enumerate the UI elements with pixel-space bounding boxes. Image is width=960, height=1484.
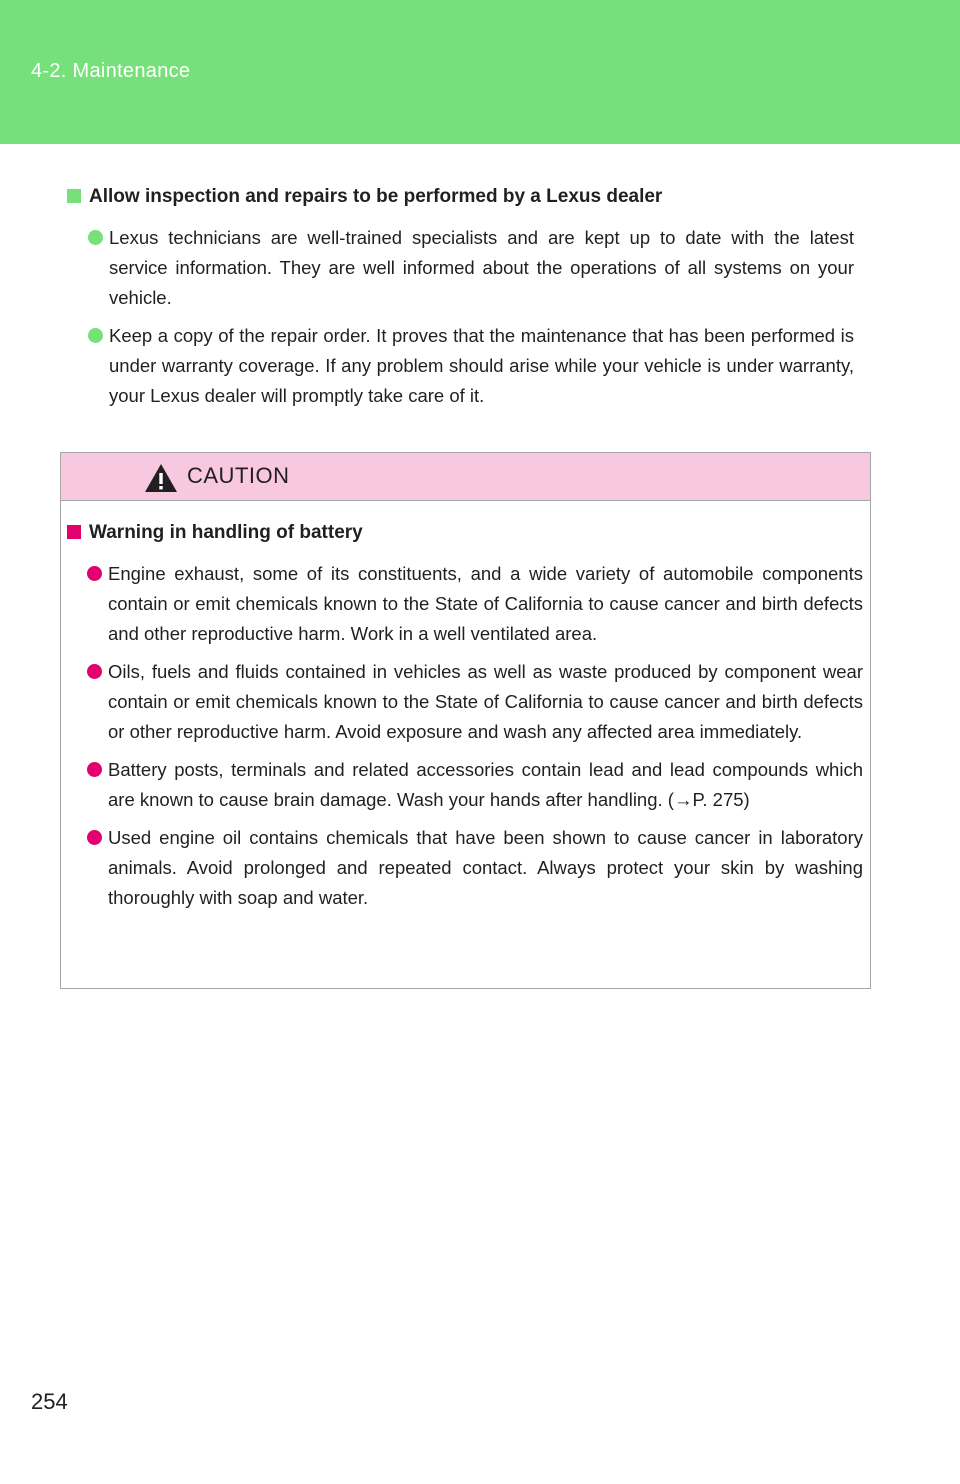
list-item: [87, 823, 863, 913]
intro-heading: [67, 186, 662, 208]
intro-heading-text: Allow inspection and repairs to be performed by a Lexus dealer: [89, 186, 663, 207]
list-item-text: Battery posts, terminals and related accessories contain lead and lead compounds which are known to cause brain damage. Wash your hands after handling. (→P. 275): [108, 759, 863, 810]
list-item: [87, 559, 863, 649]
list-item-text: Used engine oil contains chemicals that have been shown to cause cancer in laboratory animals. Avoid prolonged and repeated contact. Always protect your skin by washing thoroughly with soap and water.: [108, 827, 863, 908]
bullet-dot-icon: [87, 830, 102, 845]
header-band: [0, 0, 960, 144]
bullet-dot-icon: [88, 230, 103, 245]
list-item-text: Engine exhaust, some of its constituents, and a wide variety of automobile components contain or emit chemicals known to the State of California to cause cancer and birth defects and other reproductive harm. Work in a well ventilated area.: [108, 563, 863, 644]
caution-heading: [67, 522, 363, 544]
caution-box: [60, 452, 871, 989]
caution-bullet-list: [87, 559, 863, 921]
list-item: [87, 755, 863, 815]
intro-bullet-list: [88, 223, 854, 419]
warning-triangle-icon: [144, 463, 178, 493]
section-label: 4-2. Maintenance: [31, 60, 191, 82]
square-marker-icon: [67, 525, 81, 539]
caution-header: [61, 453, 870, 501]
list-item: [88, 321, 854, 411]
list-item-text: Keep a copy of the repair order. It proves that the maintenance that has been performed is under warranty coverage. If any problem should arise while your vehicle is under warranty, your Lexus dealer will promptly take care of it.: [109, 325, 854, 406]
bullet-dot-icon: [87, 762, 102, 777]
bullet-dot-icon: [87, 566, 102, 581]
page-number: 254: [31, 1389, 68, 1414]
list-item-text: Oils, fuels and fluids contained in vehicles as well as waste produced by component wear contain or emit chemicals known to the State of California to cause cancer and birth defects or other reproductive harm. Avoid exposure and wash any affected area immediately.: [108, 661, 863, 742]
caution-heading-text: Warning in handling of battery: [89, 522, 363, 543]
list-item: [88, 223, 854, 313]
list-item: [87, 657, 863, 747]
bullet-dot-icon: [87, 664, 102, 679]
square-marker-icon: [67, 189, 81, 203]
list-item-text: Lexus technicians are well-trained specialists and are kept up to date with the latest service information. They are well informed about the operations of all systems on your vehicle.: [109, 227, 854, 308]
bullet-dot-icon: [88, 328, 103, 343]
caution-title: CAUTION: [187, 463, 290, 488]
